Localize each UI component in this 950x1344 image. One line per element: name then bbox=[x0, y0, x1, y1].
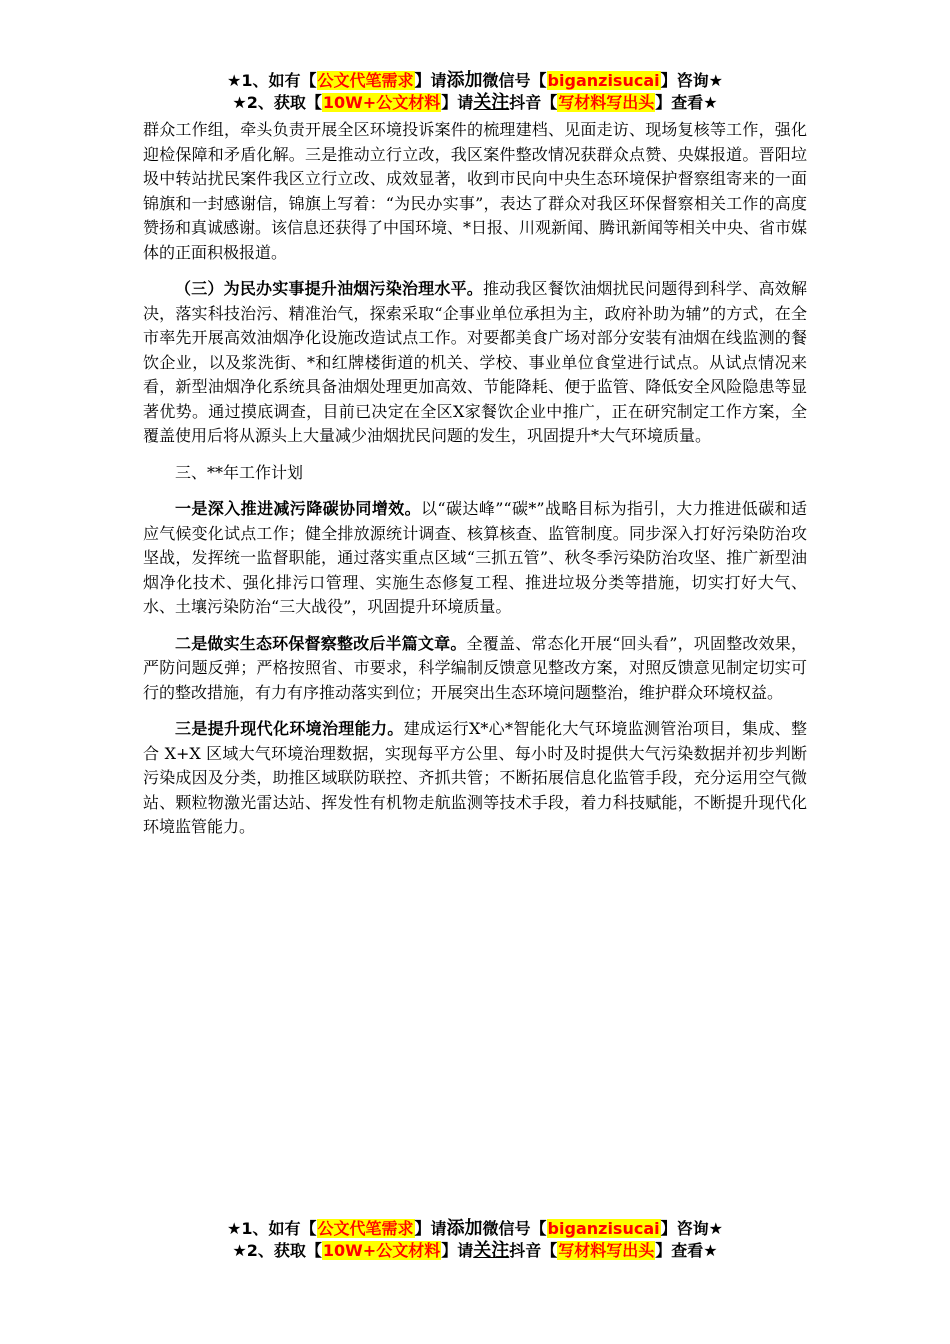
banner-text: 】查看★ bbox=[655, 1241, 718, 1260]
banner-text: 】查看★ bbox=[655, 93, 718, 112]
banner-emphasis: 关注 bbox=[473, 1240, 510, 1261]
banner-emphasis: 添加 bbox=[446, 1218, 483, 1239]
header-banner bbox=[0, 70, 950, 114]
paragraph bbox=[143, 497, 807, 620]
banner-text: ★1、如有【 bbox=[227, 71, 317, 90]
banner-line-2 bbox=[0, 92, 950, 114]
banner-line-2 bbox=[0, 1240, 950, 1262]
banner-text: 】咨询★ bbox=[660, 1219, 723, 1238]
banner-highlight: 10W+公文材料 bbox=[322, 1241, 441, 1260]
banner-highlight: 公文代笔需求 bbox=[317, 71, 414, 90]
banner-text: 抖音【 bbox=[509, 1241, 558, 1260]
banner-line-1 bbox=[0, 70, 950, 92]
douyin-id-highlight: 写材料写出头 bbox=[558, 1241, 655, 1260]
paragraph-text: 建成运行X*心*智能化大气环境监测管治项目，集成、整合 X+X 区域大气环境治理数据，实现每平方公里、每小时及时提供大气污染数据并初步判断污染成因及分类，助推区域联防联控、齐抓共管；不断拓展信息化监管手段，充分运用空气微站、颗粒物激光雷达站、挥发性有机物走航监测等技术手段，着力科技赋能，不断提升现代化环境监管能力。 bbox=[143, 719, 807, 836]
paragraph bbox=[143, 632, 807, 706]
wechat-id-highlight: biganzisucai bbox=[547, 71, 660, 90]
banner-emphasis: 关注 bbox=[473, 92, 510, 113]
paragraph-heading: 三是提升现代化环境治理能力。 bbox=[175, 719, 404, 738]
footer-banner bbox=[0, 1218, 950, 1262]
paragraph-text: 以“碳达峰”“碳*”战略目标为指引，大力推进低碳和适应气候变化试点工作；健全排放源统计调查、核算核查、监管制度。同步深入打好污染防治攻坚战，发挥统一监督职能，通过落实重点区域“三抓五管”、秋冬季污染防治攻坚、推广新型油烟净化技术、强化排污口管理、实施生态修复工程、推进垃圾分类等措施，切实打好大气、水、土壤污染防治“三大战役”，巩固提升环境质量。 bbox=[143, 499, 807, 616]
section-heading: 三、**年工作计划 bbox=[175, 462, 304, 482]
paragraph bbox=[143, 717, 807, 840]
paragraph bbox=[143, 277, 807, 449]
paragraph-heading: （三）为民办实事提升油烟污染治理水平。 bbox=[175, 279, 483, 298]
wechat-id-highlight: biganzisucai bbox=[547, 1219, 660, 1238]
banner-highlight: 10W+公文材料 bbox=[322, 93, 441, 112]
banner-line-1 bbox=[0, 1218, 950, 1240]
paragraph-text: 全覆盖、常态化开展“回头看”，巩固整改效果，严防问题反弹；严格按照省、市要求，科学编制反馈意见整改方案，对照反馈意见制定切实可行的整改措施，有力有序推动落实到位；开展突出生态环境问题整治，维护群众环境权益。 bbox=[143, 633, 807, 702]
banner-text: 】请 bbox=[414, 71, 447, 90]
banner-text: 】咨询★ bbox=[660, 71, 723, 90]
paragraph: 群众工作组，牵头负责开展全区环境投诉案件的梳理建档、见面走访、现场复核等工作，强化迎检保障和矛盾化解。三是推动立行立改，我区案件整改情况获群众点赞、央媒报道。晋阳垃圾中转站扰民案件我区立行立改、成效显著，收到市民向中央生态环境保护督察组寄来的一面锦旗和一封感谢信，锦旗上写着：“为民办实事”，表达了群众对我区环保督察相关工作的高度赞扬和真诚感谢。该信息还获得了中国环境、*日报、川观新闻、腾讯新闻等相关中央、省市媒体的正面积极报道。 bbox=[143, 120, 808, 262]
banner-text: 抖音【 bbox=[509, 93, 558, 112]
paragraph-text: 推动我区餐饮油烟扰民问题得到科学、高效解决，落实科技治污、精准治气，探索采取“企事业单位承担为主，政府补助为辅”的方式，在全市率先开展高效油烟净化设施改造试点工作。对要都美食广场对部分安装有油烟在线监测的餐饮企业，以及浆洗街、*和红牌楼街道的机关、学校、事业单位食堂进行试点。从试点情况来看，新型油烟净化系统具备油烟处理更加高效、节能降耗、便于监管、降低安全风险隐患等显著优势。通过摸底调查，目前已决定在全区X家餐饮企业中推广，正在研究制定工作方案，全覆盖使用后将从源头上大量减少油烟扰民问题的发生，巩固提升*大气环境质量。 bbox=[143, 279, 807, 445]
banner-emphasis: 添加 bbox=[446, 70, 483, 91]
banner-highlight: 公文代笔需求 bbox=[317, 1219, 414, 1238]
paragraph-heading: 二是做实生态环保督察整改后半篇文章。 bbox=[175, 633, 467, 653]
banner-text: ★2、获取【 bbox=[232, 93, 322, 112]
banner-text: 】请 bbox=[414, 1219, 447, 1238]
banner-text: ★1、如有【 bbox=[227, 1219, 317, 1238]
banner-text: 微信号【 bbox=[482, 1219, 547, 1238]
banner-text: 】请 bbox=[441, 93, 474, 112]
banner-text: ★2、获取【 bbox=[232, 1241, 322, 1260]
document-body bbox=[143, 118, 807, 852]
douyin-id-highlight: 写材料写出头 bbox=[558, 93, 655, 112]
banner-text: 】请 bbox=[441, 1241, 474, 1260]
banner-text: 微信号【 bbox=[482, 71, 547, 90]
paragraph-heading: 一是深入推进减污降碳协同增效。 bbox=[175, 499, 422, 518]
